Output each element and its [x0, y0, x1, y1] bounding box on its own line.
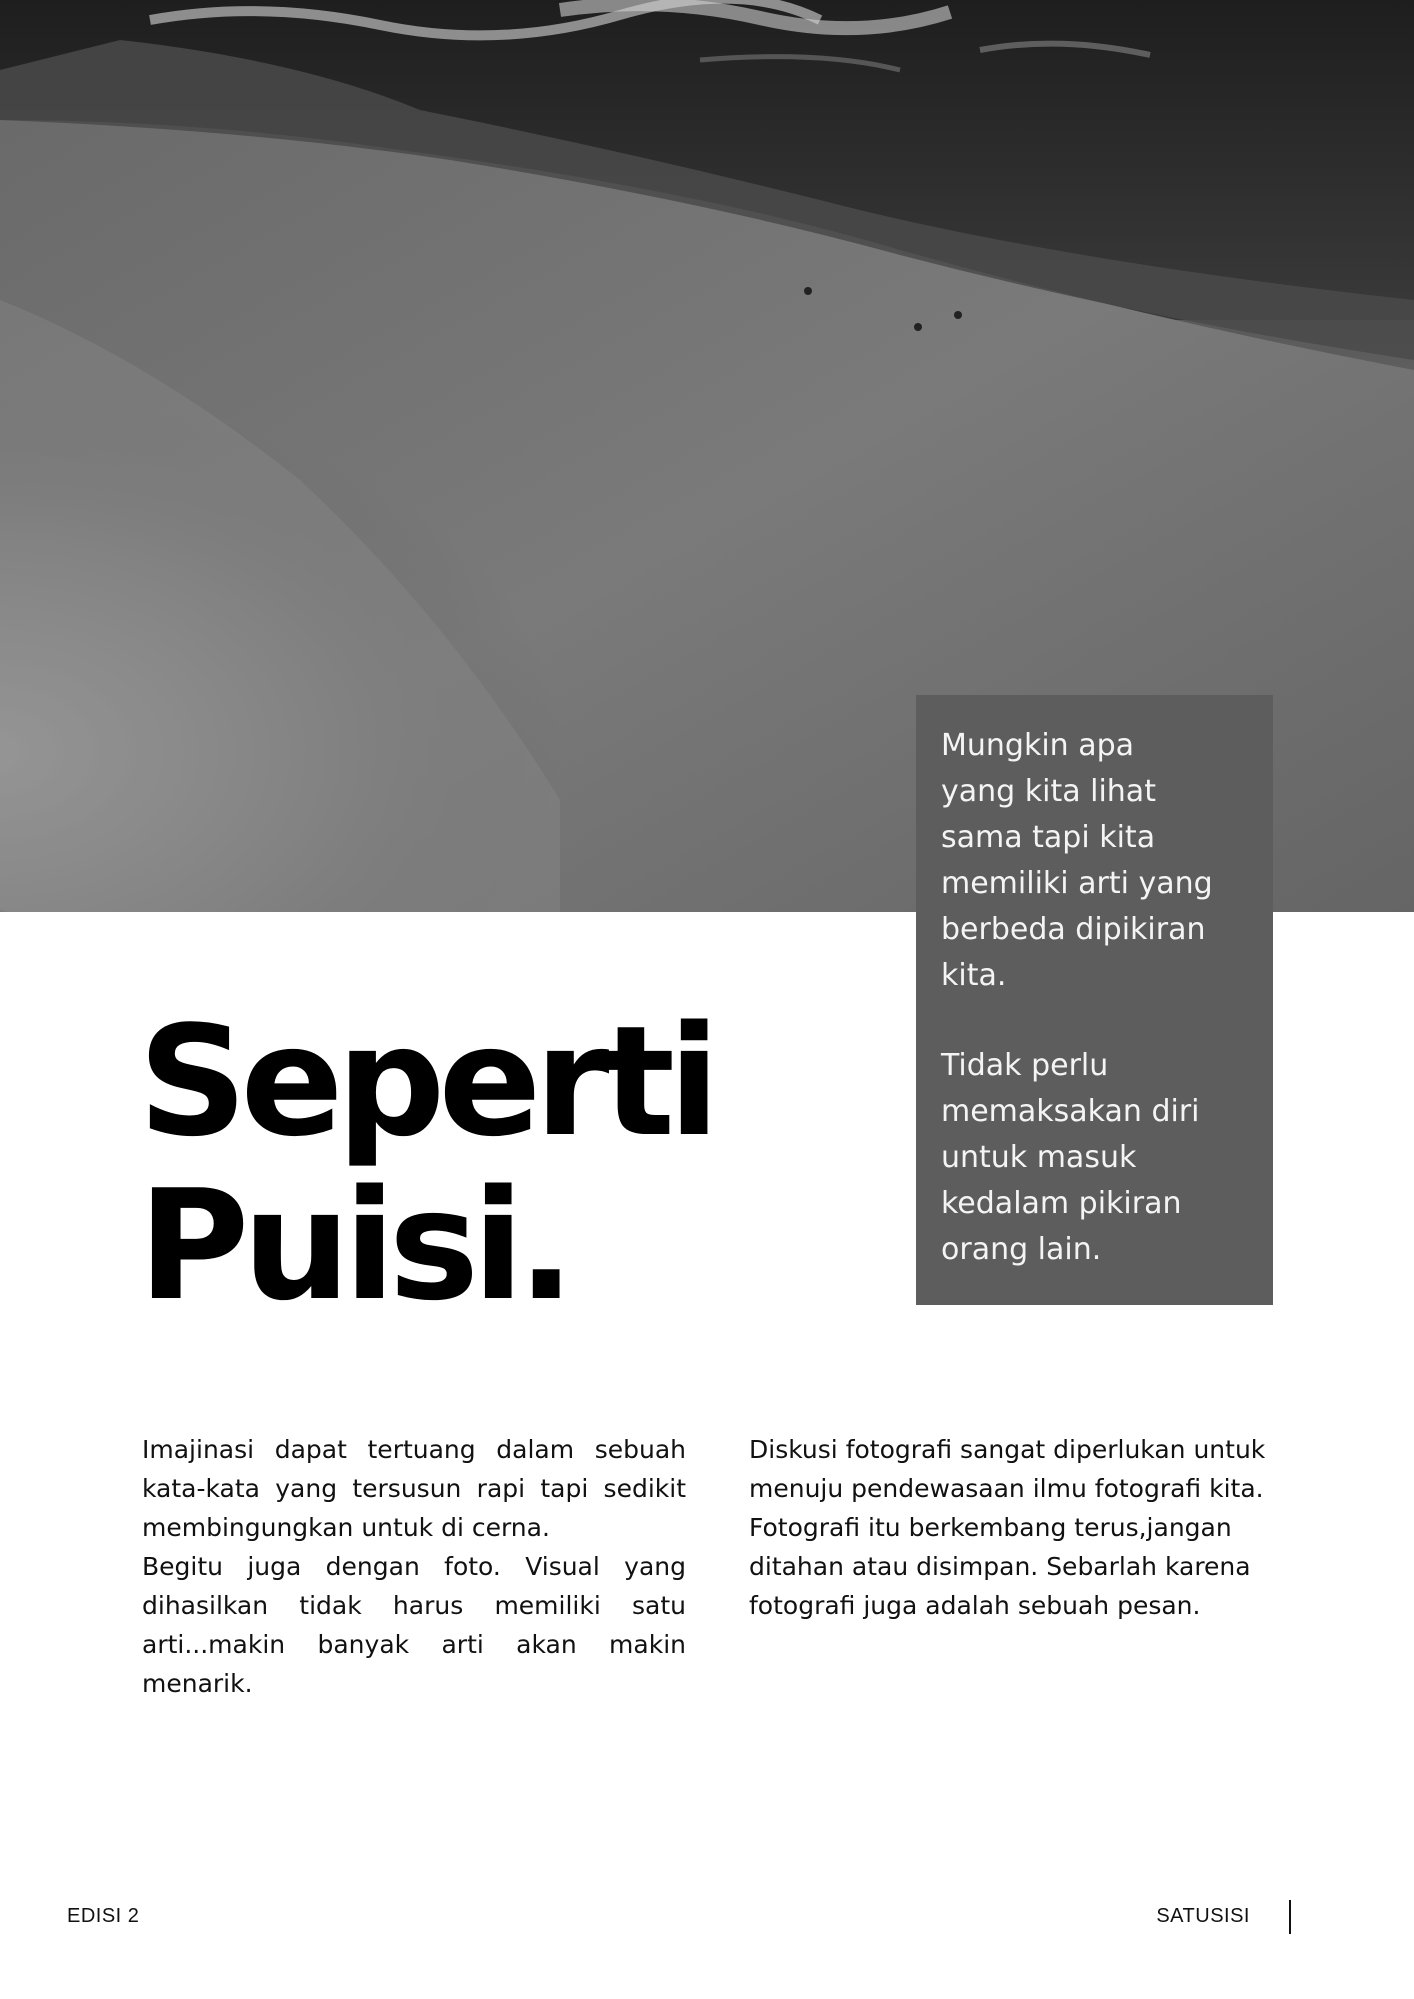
- page-title-line: Seperti: [138, 993, 714, 1170]
- bird: [914, 323, 922, 331]
- edition-label: EDISI 2: [67, 1905, 140, 1927]
- bird: [954, 311, 962, 319]
- body-paragraph: Begitu juga dengan foto. Visual yang dihasilkan tidak harus memiliki satu arti...makin banyak arti akan makin menarik.: [142, 1552, 686, 1698]
- pull-quote-paragraph: Mungkin apa yang kita lihat sama tapi kita memiliki arti yang berbeda dipikiran kita.: [941, 728, 1213, 993]
- body-paragraph: Fotografi itu berkembang terus,jangan ditahan atau disimpan. Sebarlah karena fotografi juga adalah sebuah pesan.: [749, 1513, 1251, 1620]
- body-paragraph: Diskusi fotografi sangat diperlukan untuk menuju pendewasaan ilmu fotografi kita.: [749, 1435, 1266, 1503]
- pull-quote-box: [916, 695, 1273, 1305]
- footer-divider: [1289, 1900, 1291, 1934]
- brand-label: SATUSISI: [1156, 1905, 1250, 1927]
- body-column-left: [142, 1430, 686, 1703]
- page-title-line: Puisi.: [138, 1157, 569, 1334]
- pull-quote-paragraph: Tidak perlu memaksakan diri untuk masuk kedalam pikiran orang lain.: [941, 1048, 1200, 1267]
- bird: [804, 287, 812, 295]
- body-column-right: [749, 1430, 1289, 1625]
- page-title: [138, 993, 838, 1334]
- body-paragraph: Imajinasi dapat tertuang dalam sebuah kata-kata yang tersusun rapi tapi sedikit membingungkan untuk di cerna.: [142, 1435, 686, 1542]
